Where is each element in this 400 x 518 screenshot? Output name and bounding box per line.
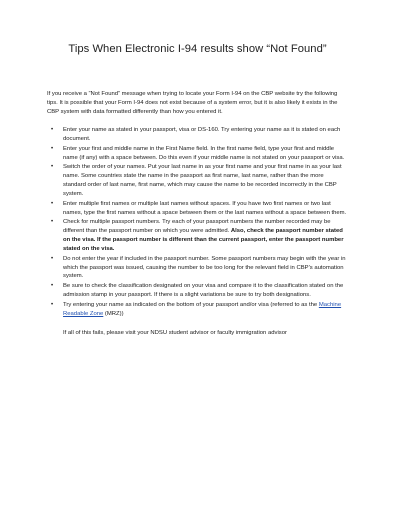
tip-text: Try entering your name as indicated on the bottom of your passport and/or visa (referred to as the <box>63 301 319 308</box>
tip-item-name-as-stated <box>47 126 348 144</box>
tip-item-first-middle-name <box>47 145 348 163</box>
bullet-icon: • <box>51 164 54 171</box>
bullet-icon: • <box>51 255 54 262</box>
bullet-icon: • <box>51 301 54 308</box>
tip-text: Enter your first and middle name in the First Name field. In the first name field, type your first and middle name (if any) with a space between. Do this even if your middle name is not stated on your passport or visa. <box>63 145 345 161</box>
bullet-icon: • <box>51 200 54 207</box>
closing-paragraph: If all of this fails, please visit your NDSU student advisor or faculty immigration advisor <box>63 329 287 336</box>
tip-text: Enter multiple first names or multiple last names without spaces. If you have two first names or two last names, type the first names without a space between them or the last names without a space between them. <box>63 200 347 216</box>
tips-list <box>47 126 348 319</box>
tip-text: Be sure to check the classification designated on your visa and compare it to the classification stated on the admission stamp in your passport. If there is a slight variations be sure to try both designations. <box>63 283 344 299</box>
tip-item-mrz-name <box>47 301 348 319</box>
tip-text: Do not enter the year if included in the passport number. Some passport numbers may begin with the year in which the passport was issued, causing the number to be too long for the relevant field in CBP’s automation system. <box>63 255 346 280</box>
bullet-icon: • <box>51 283 54 290</box>
tip-text: Check for multiple passport numbers. Try each of your passport numbers the number recorded may be different than the passport number on which you were admitted. <box>63 219 331 235</box>
bullet-icon: • <box>51 219 54 226</box>
tip-item-passport-numbers <box>47 218 348 254</box>
tip-text: Enter your name as stated in your passport, visa or DS-160. Try entering your name as it is stated on each document. <box>63 127 341 142</box>
mrz-link[interactable]: Machine Readable Zone <box>63 301 342 317</box>
tip-item-multiple-names <box>47 200 348 218</box>
tip-text-after: (MRZ)) <box>103 310 124 317</box>
tip-item-visa-classification <box>47 282 348 300</box>
bullet-icon: • <box>51 145 54 152</box>
tip-text: Switch the order of your names. Put your last name in as your first name and your first name in as your last name. Some countries state the name in the passport as first name, last name, rather than the more standard order of last name, first name, which may cause the name to be recorded incorrectly in the CBP system. <box>63 164 342 197</box>
document-title: Tips When Electronic I-94 results show “Not Found” <box>68 43 327 55</box>
tip-bold-text: Also, check the passport number stated on the visa. If the passport number is different than the current passport, enter the passport number stated on the visa. <box>63 228 344 252</box>
intro-paragraph: If you receive a “Not Found” message when trying to locate your Form I-94 on the CBP website try the following tips. It is possible that your Form I-94 does not exist because of a system error, but it is also likely it exists in the CBP system with data formatted differently than how you entered it. <box>47 91 338 115</box>
bullet-icon: • <box>51 127 54 133</box>
tip-item-switch-name-order <box>47 163 348 199</box>
tip-item-passport-year <box>47 255 348 282</box>
